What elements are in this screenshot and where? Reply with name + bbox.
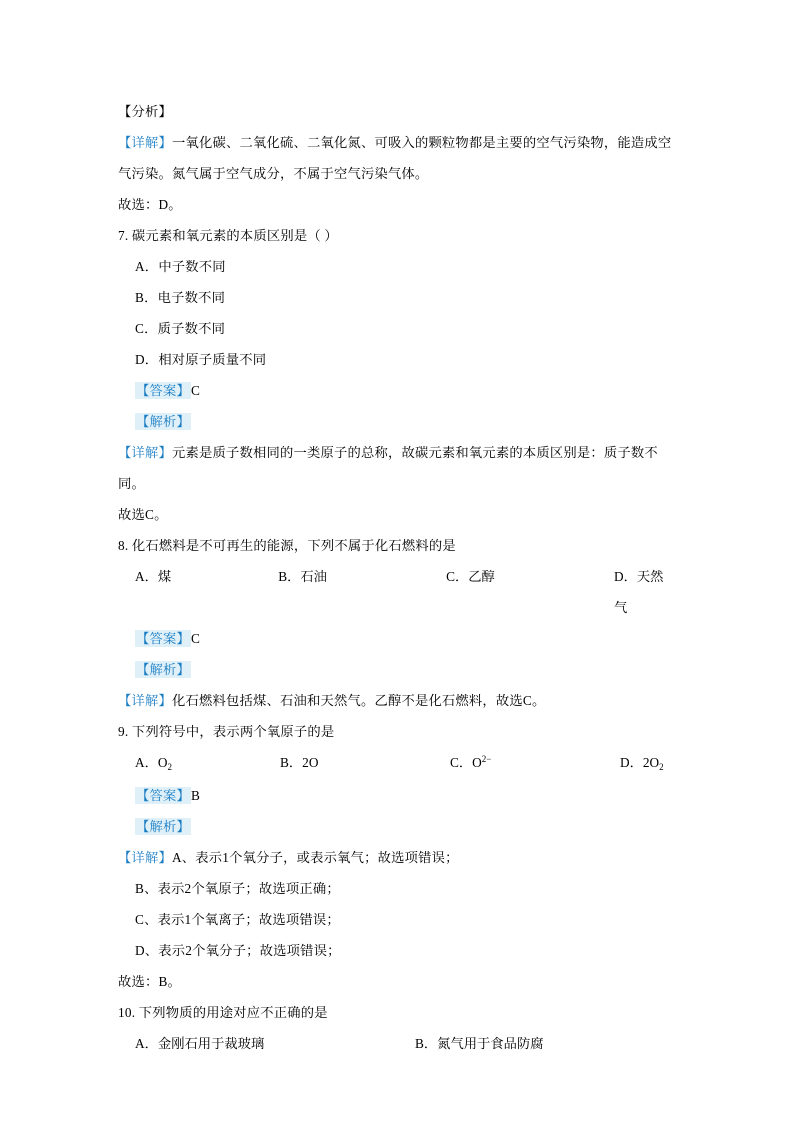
- answer-tag: 【答案】: [136, 631, 190, 646]
- explanation-text: D、表示2个氧分子；故选项错误；: [135, 943, 341, 958]
- answer-line: [118, 189, 676, 220]
- question-9-analysis-tag: [118, 811, 676, 842]
- analysis-tag: 【解析】: [136, 414, 190, 429]
- option-b-letter: B．: [278, 569, 301, 584]
- question-10-options: [118, 1028, 676, 1059]
- question-9-option-b[interactable]: [280, 747, 450, 780]
- question-7-option-d[interactable]: [118, 344, 676, 375]
- option-b-letter: B．: [280, 755, 303, 770]
- question-7-explanation: [118, 437, 676, 499]
- explanation-tag: 【详解】: [118, 693, 172, 708]
- question-8-analysis-tag: [118, 654, 676, 685]
- question-9-options: [118, 747, 676, 780]
- question-7-option-a[interactable]: [118, 251, 676, 282]
- question-10-text: 下列物质的用途对应不正确的是: [138, 1005, 328, 1020]
- question-7-text: 碳元素和氧元素的本质区别是（ ）: [131, 228, 338, 243]
- question-9-explanation-a: [118, 842, 676, 873]
- option-a-letter: A．: [135, 259, 159, 274]
- option-c-letter: C．: [446, 569, 469, 584]
- option-c-base: O: [472, 755, 482, 770]
- question-7: [118, 220, 676, 251]
- question-7-conclusion: [118, 499, 676, 530]
- option-b-base: 2O: [302, 755, 319, 770]
- option-a-letter: A．: [135, 569, 158, 584]
- answer-tag: 【答案】: [136, 383, 190, 398]
- option-b-text: 氮气用于食品防腐: [437, 1036, 544, 1051]
- question-9-number: 9.: [118, 724, 129, 739]
- question-8-options: [118, 561, 676, 623]
- question-9: [118, 716, 676, 747]
- answer-value: B: [191, 788, 201, 803]
- option-a-letter: A．: [135, 755, 158, 770]
- document-body: [118, 96, 676, 1059]
- answer-value: C: [191, 631, 201, 646]
- option-d-letter: D．: [620, 755, 643, 770]
- explanation-text: 一氧化碳、二氧化硫、二氧化氮、可吸入的颗粒物都是主要的空气污染物，能造成空气污染。氮气属于空气成分，不属于空气污染气体。: [118, 135, 672, 181]
- option-d-letter: D．: [135, 352, 159, 367]
- question-9-option-d[interactable]: [620, 747, 664, 780]
- question-7-answer: [118, 375, 676, 406]
- question-8-option-b[interactable]: [278, 561, 446, 623]
- explanation-text: B、表示2个氧原子；故选项正确；: [135, 881, 340, 896]
- question-9-explanation-d: [118, 935, 676, 966]
- question-7-analysis-tag: [118, 406, 676, 437]
- option-b-text: 电子数不同: [157, 290, 226, 305]
- question-10-option-a[interactable]: [135, 1028, 415, 1059]
- analysis-tag: 【解析】: [136, 662, 190, 677]
- explanation-text: A、表示1个氧分子，或表示氧气；故选项错误；: [172, 850, 459, 865]
- option-a-subscript: 2: [167, 762, 173, 772]
- question-10: [118, 997, 676, 1028]
- conclusion-text: 故选C。: [118, 507, 168, 522]
- question-9-option-a[interactable]: [135, 747, 280, 780]
- analysis-tag: 【解析】: [136, 819, 190, 834]
- question-7-option-c[interactable]: [118, 313, 676, 344]
- option-c-letter: C．: [450, 755, 473, 770]
- question-8-answer: [118, 623, 676, 654]
- option-d-text: 天然气: [613, 569, 664, 615]
- question-8-explanation: [118, 685, 676, 716]
- question-9-explanation-b: [118, 873, 676, 904]
- question-10-option-b[interactable]: [415, 1028, 544, 1059]
- question-10-number: 10.: [118, 1005, 136, 1020]
- option-a-base: O: [157, 755, 168, 770]
- question-9-option-c[interactable]: [450, 747, 620, 780]
- option-c-letter: C．: [135, 321, 158, 336]
- option-b-letter: B．: [415, 1036, 438, 1051]
- option-b-text: 石油: [300, 569, 327, 584]
- question-7-option-b[interactable]: [118, 282, 676, 313]
- analysis-label: [118, 96, 676, 127]
- option-d-subscript: 2: [659, 762, 664, 772]
- explanation-text: C、表示1个氧离子；故选项错误；: [135, 912, 340, 927]
- answer-value: C: [191, 383, 201, 398]
- question-9-explanation-c: [118, 904, 676, 935]
- explanation-text: 化石燃料包括煤、石油和天然气。乙醇不是化石燃料，故选C。: [172, 693, 546, 708]
- answer-line-text: 故选：D。: [118, 197, 182, 212]
- question-9-conclusion: [118, 966, 676, 997]
- option-b-letter: B．: [135, 290, 158, 305]
- option-d-letter: D．: [613, 569, 637, 584]
- option-c-superscript: 2−: [481, 754, 492, 764]
- question-9-text: 下列符号中，表示两个氧原子的是: [131, 724, 335, 739]
- explanation-paragraph: [118, 127, 676, 189]
- question-8-option-d[interactable]: [614, 561, 676, 623]
- option-d-text: 相对原子质量不同: [158, 352, 267, 367]
- option-a-text: 中子数不同: [158, 259, 226, 274]
- option-a-text: 金刚石用于裁玻璃: [157, 1036, 265, 1051]
- question-9-answer: [118, 780, 676, 811]
- answer-tag: 【答案】: [136, 788, 190, 803]
- explanation-tag: 【详解】: [118, 135, 172, 150]
- question-8: [118, 530, 676, 561]
- question-8-text: 化石燃料是不可再生的能源，下列不属于化石燃料的是: [131, 538, 456, 553]
- question-8-option-c[interactable]: [446, 561, 614, 623]
- explanation-tag: 【详解】: [118, 445, 172, 460]
- option-c-text: 质子数不同: [157, 321, 226, 336]
- explanation-tag: 【详解】: [118, 850, 172, 865]
- conclusion-text: 故选：B。: [118, 974, 182, 989]
- question-8-number: 8.: [118, 538, 129, 553]
- question-8-option-a[interactable]: [135, 561, 278, 623]
- option-d-base: 2O: [642, 755, 660, 770]
- explanation-text: 元素是质子数相同的一类原子的总称，故碳元素和氧元素的本质区别是：质子数不同。: [118, 445, 658, 491]
- analysis-label-text: 【分析】: [118, 104, 172, 119]
- option-a-letter: A．: [135, 1036, 158, 1051]
- option-c-text: 乙醇: [468, 569, 495, 584]
- option-a-text: 煤: [157, 569, 172, 584]
- question-7-number: 7.: [118, 228, 129, 243]
